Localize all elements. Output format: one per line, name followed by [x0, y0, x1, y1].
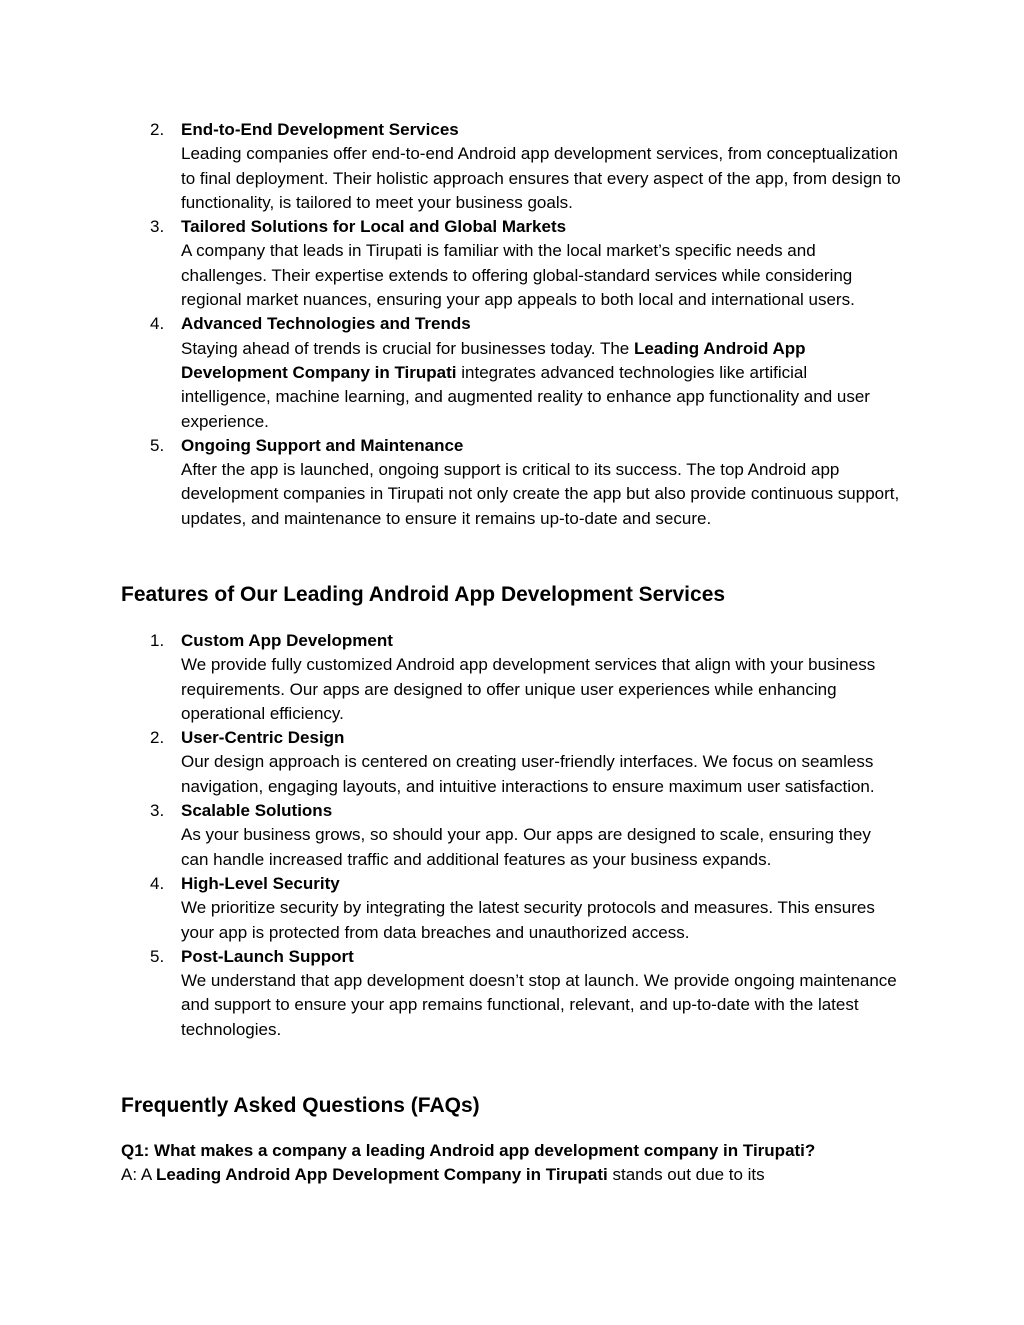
- company-name-bold: Leading Android App Development Company in Tirupati: [181, 338, 806, 382]
- list-item-title: Tailored Solutions for Local and Global Markets: [181, 217, 567, 237]
- list-number: 3.: [150, 217, 165, 237]
- list-item-title: Ongoing Support and Maintenance: [181, 435, 464, 455]
- list-item: [0, 118, 901, 215]
- list-item-title: Custom App Development: [181, 631, 393, 650]
- faq-question-text: Q1: What makes a company a leading Android app development company in Tirupati?: [121, 1141, 816, 1160]
- list-item-title: End-to-End Development Services: [181, 120, 459, 139]
- list-item: [0, 945, 901, 1042]
- list-item: [0, 215, 901, 312]
- list-item-title: Post-Launch Support: [181, 946, 354, 966]
- list-item: [0, 726, 901, 799]
- list-item-body: After the app is launched, ongoing support is critical to its success. The top Android app development companies in Tirupati not only create the app but also provide continuous support, updates, and maintenance to ensure it remains up-to-date and secure.: [181, 460, 900, 528]
- list-number: 4.: [150, 314, 165, 334]
- list-number: 1.: [150, 631, 165, 650]
- list-item-title: User-Centric Design: [181, 728, 345, 748]
- faq-section: [121, 1139, 901, 1188]
- list-item-body: A company that leads in Tirupati is familiar with the local market’s specific needs and challenges. Their expertise extends to offering global-standard services while considering regional market nuances, ensuring your app appeals to both local and international users.: [181, 241, 855, 310]
- list-item-body: We prioritize security by integrating the latest security protocols and measures. This ensures your app is protected from data breaches and unauthorized access.: [181, 898, 875, 942]
- list-item-body: Leading companies offer end-to-end Android app development services, from conceptualization to final deployment. Their holistic approach ensures that every aspect of the app, from design to functionality, is tailored to meet your business goals.: [181, 144, 901, 212]
- list-item-title: Scalable Solutions: [181, 801, 333, 821]
- answer-text: stands out due to its: [607, 1165, 765, 1185]
- list-item-title: Advanced Technologies and Trends: [181, 314, 471, 334]
- faq-heading: Frequently Asked Questions (FAQs): [121, 1094, 480, 1117]
- list-number: 4.: [150, 873, 165, 893]
- list-item-body: Our design approach is centered on creating user-friendly interfaces. We focus on seamless navigation, engaging layouts, and intuitive interactions to ensure maximum user satisfaction.: [181, 752, 875, 796]
- list-number: 5.: [150, 435, 165, 455]
- list-item: [0, 629, 901, 726]
- list-item-body: [181, 337, 901, 434]
- list-item: [0, 434, 901, 531]
- list-item-title: High-Level Security: [181, 873, 340, 893]
- company-name-bold: Leading Android App Development Company in Tirupati: [155, 1165, 608, 1185]
- body-text: Staying ahead of trends is crucial for businesses today. The: [181, 338, 634, 358]
- benefits-list: [0, 118, 901, 531]
- list-item: [0, 312, 901, 433]
- list-number: 2.: [150, 120, 165, 139]
- list-item-body: We provide fully customized Android app development services that align with your business requirements. Our apps are designed to offer unique user experiences while enhancing operational efficiency.: [181, 655, 876, 723]
- faq-answer: [121, 1163, 901, 1187]
- list-number: 3.: [150, 801, 165, 821]
- list-item: [0, 872, 901, 945]
- faq-question: [121, 1139, 901, 1163]
- list-item-body: As your business grows, so should your app. Our apps are designed to scale, ensuring they can handle increased traffic and additional features as your business expands.: [181, 825, 871, 869]
- list-item: [0, 799, 901, 872]
- answer-text: A: A: [121, 1165, 156, 1185]
- features-heading: Features of Our Leading Android App Development Services: [121, 583, 726, 606]
- body-text: integrates advanced technologies like artificial intelligence, machine learning, and augmented reality to enhance app functionality and user experience.: [181, 362, 870, 431]
- features-list: [0, 629, 901, 1042]
- list-number: 5.: [150, 946, 165, 966]
- list-item-body: We understand that app development doesn’t stop at launch. We provide ongoing maintenance and support to ensure your app remains functional, relevant, and up-to-date with the latest technologies.: [181, 971, 897, 1039]
- list-number: 2.: [150, 728, 165, 748]
